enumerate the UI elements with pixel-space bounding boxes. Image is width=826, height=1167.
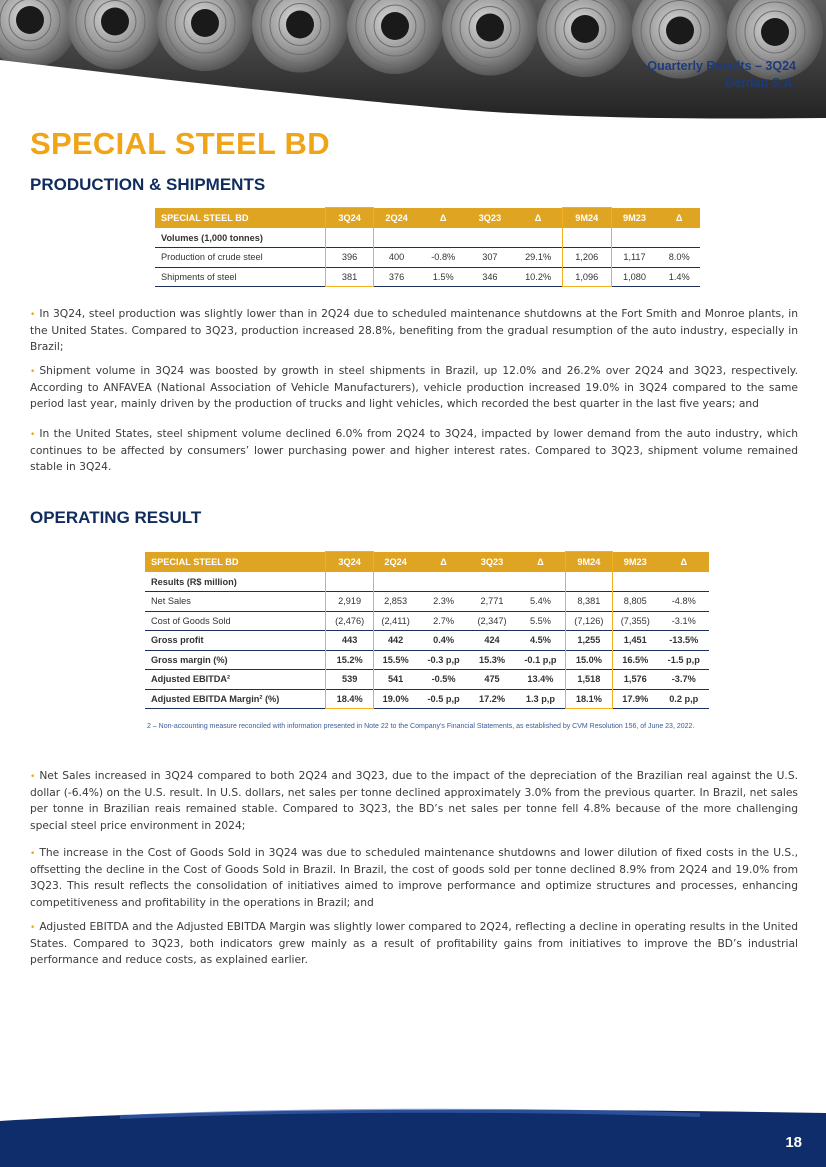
column-header: 9M24 bbox=[563, 208, 611, 228]
table-cell: -1.5 p,p bbox=[659, 650, 710, 670]
table-cell: 15.2% bbox=[326, 650, 372, 670]
table-header-row bbox=[155, 208, 700, 228]
coil-hole bbox=[16, 6, 44, 34]
table-cell: 346 bbox=[466, 267, 513, 287]
table-cell: 2,771 bbox=[469, 592, 515, 612]
column-header: 3Q24 bbox=[326, 552, 372, 572]
table-cell: 442 bbox=[373, 631, 419, 651]
report-header bbox=[647, 58, 796, 92]
bullet-icon: • bbox=[30, 310, 36, 320]
bullet-icon: • bbox=[30, 430, 36, 440]
table-cell: 15.0% bbox=[566, 650, 612, 670]
column-header: SPECIAL STEEL BD bbox=[145, 552, 326, 572]
table-cell: 1.4% bbox=[658, 267, 700, 287]
bullet-icon: • bbox=[30, 849, 36, 859]
table-cell: 0.4% bbox=[418, 631, 468, 651]
table-cell: 381 bbox=[326, 267, 373, 287]
table-row bbox=[145, 670, 709, 690]
table-cell: 1,576 bbox=[612, 670, 658, 690]
coil-hole bbox=[476, 14, 504, 42]
footer-band bbox=[0, 1107, 826, 1167]
table-cell: -0.8% bbox=[420, 248, 466, 268]
table-cell: 1.5% bbox=[420, 267, 466, 287]
column-header: 2Q24 bbox=[373, 208, 420, 228]
table-cell: 1,096 bbox=[563, 267, 611, 287]
table-cell: 15.3% bbox=[469, 650, 515, 670]
page-number: 18 bbox=[785, 1134, 802, 1151]
table-cell: (7,355) bbox=[612, 611, 658, 631]
table-cell: 13.4% bbox=[515, 670, 565, 690]
operating-result-table bbox=[145, 552, 709, 709]
paragraph: • The increase in the Cost of Goods Sold in 3Q24 was due to scheduled maintenance shutdowns and lower dilution of fixed costs in the U.S., offsetting the decline in the Cost of Goods Sold in Brazil. In Brazil, the cost of goods sold per tonne declined 8.9% from 2Q24 and 19.0% from 3Q23. This result reflects the consolidation of initiatives aimed to improve performance and optimize structures and processes, enhancing competitiveness and profitability in the operations in Brazil; and bbox=[30, 846, 798, 909]
production-shipments-table bbox=[155, 208, 700, 287]
table-cell: 18.1% bbox=[566, 689, 612, 709]
row-label: Adjusted EBITDA Margin² (%) bbox=[145, 689, 326, 709]
table-cell: 1,080 bbox=[611, 267, 659, 287]
table-cell: 307 bbox=[466, 248, 513, 268]
table-cell: -0.5% bbox=[418, 670, 468, 690]
coil-hole bbox=[761, 18, 789, 46]
table-header-row bbox=[145, 552, 709, 572]
coil-hole bbox=[286, 11, 314, 39]
coil-hole bbox=[381, 12, 409, 40]
column-header: 9M23 bbox=[612, 552, 658, 572]
column-header: 9M23 bbox=[611, 208, 659, 228]
table-cell: 1,255 bbox=[566, 631, 612, 651]
column-header: Δ bbox=[515, 552, 565, 572]
bullet-icon: • bbox=[30, 772, 36, 782]
table-cell: 29.1% bbox=[513, 248, 562, 268]
paragraph: • Adjusted EBITDA and the Adjusted EBITDA Margin was slightly lower compared to 2Q24, reflecting a decline in operating results in the United States. Compared to 3Q23, both indicators grew mainly as a result of profitability gains from initiatives to improve the BD’s industrial performance and reduce costs, as explained earlier. bbox=[30, 920, 798, 967]
table-cell: 475 bbox=[469, 670, 515, 690]
table-cell: 1,518 bbox=[566, 670, 612, 690]
table-cell: -3.1% bbox=[659, 611, 710, 631]
column-header: Δ bbox=[513, 208, 562, 228]
bullet-icon: • bbox=[30, 923, 36, 933]
section-label: Results (R$ million) bbox=[145, 572, 326, 592]
table-cell: (2,411) bbox=[373, 611, 419, 631]
row-label: Adjusted EBITDA² bbox=[145, 670, 326, 690]
paragraph: • Shipment volume in 3Q24 was boosted by growth in steel shipments in Brazil, up 12.0% and 26.2% over 2Q24 and 3Q23, respectively. According to ANFAVEA (National Association of Vehicle Manufacturers), vehicle production increased 19.0% in 3Q24 compared to the same period last year, mainly driven by the production of trucks and light vehicles, which recorded the best quarter in the last five years; and bbox=[30, 364, 798, 411]
table-cell: 541 bbox=[373, 670, 419, 690]
table-cell: 10.2% bbox=[513, 267, 562, 287]
table-cell: (2,347) bbox=[469, 611, 515, 631]
table-row bbox=[155, 248, 700, 268]
table-cell: 2,919 bbox=[326, 592, 372, 612]
table-cell: -0.1 p,p bbox=[515, 650, 565, 670]
report-title: Quarterly Results – 3Q24 bbox=[647, 59, 796, 73]
table-cell: 5.4% bbox=[515, 592, 565, 612]
column-header: 9M24 bbox=[566, 552, 612, 572]
column-header: Δ bbox=[659, 552, 710, 572]
table-cell: 1,451 bbox=[612, 631, 658, 651]
row-label: Cost of Goods Sold bbox=[145, 611, 326, 631]
table-row bbox=[145, 631, 709, 651]
table-cell: 8,381 bbox=[566, 592, 612, 612]
table-cell: 19.0% bbox=[373, 689, 419, 709]
row-label: Gross margin (%) bbox=[145, 650, 326, 670]
table-cell: 0.2 p,p bbox=[659, 689, 710, 709]
paragraph: • Net Sales increased in 3Q24 compared to both 2Q24 and 3Q23, due to the impact of the depreciation of the Brazilian real against the U.S. dollar (-6.4%) on the U.S. result. In U.S. dollars, net sales per tonne declined approximately 3.0% from the previous quarter. In Brazil, net sales per tonne in Brazilian reais remained stable. Compared to 3Q23, the BD’s net sales per tonne fell 4.8% because of the more challenging special steel price environment in 2024; bbox=[30, 769, 798, 832]
section-heading-operating: OPERATING RESULT bbox=[30, 508, 202, 527]
table-cell: 18.4% bbox=[326, 689, 372, 709]
table-cell: -0.3 p,p bbox=[418, 650, 468, 670]
footer-wave bbox=[0, 1107, 826, 1167]
table-row bbox=[155, 267, 700, 287]
section-label: Volumes (1,000 tonnes) bbox=[155, 228, 326, 248]
column-header: Δ bbox=[418, 552, 468, 572]
table-cell: 400 bbox=[373, 248, 420, 268]
section-heading-production: PRODUCTION & SHIPMENTS bbox=[30, 175, 266, 194]
table-cell: 1,117 bbox=[611, 248, 659, 268]
table-cell: 16.5% bbox=[612, 650, 658, 670]
table-cell: 15.5% bbox=[373, 650, 419, 670]
table-row bbox=[145, 689, 709, 709]
coil-hole bbox=[191, 9, 219, 37]
table-cell: 1.3 p,p bbox=[515, 689, 565, 709]
table-row bbox=[145, 592, 709, 612]
table-cell: 5.5% bbox=[515, 611, 565, 631]
table-cell: 2,853 bbox=[373, 592, 419, 612]
table-section-row bbox=[155, 228, 700, 248]
page-title: SPECIAL STEEL BD bbox=[30, 126, 330, 161]
row-label: Production of crude steel bbox=[155, 248, 326, 268]
paragraph: • In 3Q24, steel production was slightly lower than in 2Q24 due to scheduled maintenance shutdowns at the Fort Smith and Monroe plants, in the United States. Compared to 3Q23, production increased 28.8%, benefiting from the gradual resumption of the auto industry, especially in Brazil; bbox=[30, 307, 798, 354]
bullet-icon: • bbox=[30, 367, 36, 377]
coil-hole bbox=[571, 15, 599, 43]
column-header: SPECIAL STEEL BD bbox=[155, 208, 326, 228]
table-cell: 1,206 bbox=[563, 248, 611, 268]
table-cell: 8,805 bbox=[612, 592, 658, 612]
company-name: Gerdau S.A. bbox=[724, 76, 796, 90]
table-section-row bbox=[145, 572, 709, 592]
row-label: Gross profit bbox=[145, 631, 326, 651]
paragraph: • In the United States, steel shipment volume declined 6.0% from 2Q24 to 3Q24, impacted by lower demand from the auto industry, which continues to be affected by consumers’ lower purchasing power and higher interest rates. Compared to 3Q23, shipment volume remained stable in 3Q24. bbox=[30, 427, 798, 474]
table-cell: 17.2% bbox=[469, 689, 515, 709]
column-header: Δ bbox=[420, 208, 466, 228]
table-cell: 2.3% bbox=[418, 592, 468, 612]
column-header: 2Q24 bbox=[373, 552, 419, 572]
table-cell: 2.7% bbox=[418, 611, 468, 631]
column-header: Δ bbox=[658, 208, 700, 228]
column-header: 3Q24 bbox=[326, 208, 373, 228]
row-label: Net Sales bbox=[145, 592, 326, 612]
coil-hole bbox=[666, 17, 694, 45]
table-row bbox=[145, 611, 709, 631]
table-cell: 4.5% bbox=[515, 631, 565, 651]
table-cell: 443 bbox=[326, 631, 372, 651]
table-cell: 8.0% bbox=[658, 248, 700, 268]
table-cell: -0.5 p,p bbox=[418, 689, 468, 709]
table-cell: (7,126) bbox=[566, 611, 612, 631]
table-cell: (2,476) bbox=[326, 611, 372, 631]
column-header: 3Q23 bbox=[469, 552, 515, 572]
table-row bbox=[145, 650, 709, 670]
table-cell: -4.8% bbox=[659, 592, 710, 612]
row-label: Shipments of steel bbox=[155, 267, 326, 287]
table-cell: 396 bbox=[326, 248, 373, 268]
table-cell: 376 bbox=[373, 267, 420, 287]
footnote: 2 – Non-accounting measure reconciled with information presented in Note 22 to the Company’s Financial Statements, as established by CVM Resolution 156, of June 23, 2022. bbox=[147, 723, 695, 730]
coil-hole bbox=[101, 8, 129, 36]
column-header: 3Q23 bbox=[466, 208, 513, 228]
table-cell: -13.5% bbox=[659, 631, 710, 651]
table-cell: 424 bbox=[469, 631, 515, 651]
table-cell: 539 bbox=[326, 670, 372, 690]
table-cell: -3.7% bbox=[659, 670, 710, 690]
table-cell: 17.9% bbox=[612, 689, 658, 709]
